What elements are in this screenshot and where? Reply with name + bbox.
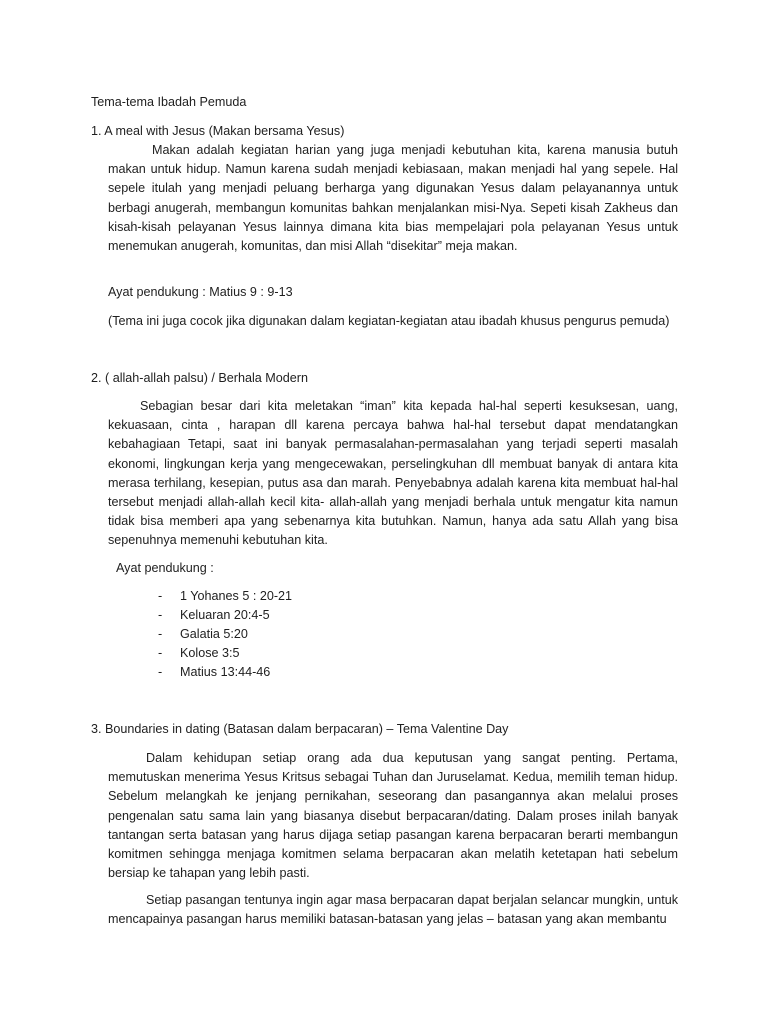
section-3-body-2: Setiap pasangan tentunya ingin agar masa berpacaran dapat berjalan selancar mungkin, untuk mencapainya pasangan harus memiliki batasan-batasan yang jelas – batasan yang akan membantu xyxy=(108,893,678,927)
list-item xyxy=(158,625,358,644)
section-2-body: Sebagian besar dari kita meletakan “iman” kita kepada hal-hal seperti kesuksesan, uang, kekuasaan, cinta , harapan dll karena percaya bahwa hal-hal tersebut dapat mendatangkan kebahagiaan Tetapi, saat ini banyak permasalahan-permasalahan yang terjadi seperti masalah ekonomi, lingkungan kerja yang mengecewakan, perselingkuhan dll membuat banyak di antara kita merasa terhilang, kesepian, putus asa dan marah. Penyebabnya adalah karena kita membuat hal-hal tersebut menjadi allah-allah kecil kita- allah-allah yang menjadi berhala untuk mengatur kita namun tidak bisa memberi apa yang sebenarnya kita butuhkan. Namun, hanya ada satu Allah yang bisa sepenuhnya memenuhi kebutuhan kita. xyxy=(108,399,678,548)
section-1-ayat: Ayat pendukung : Matius 9 : 9-13 xyxy=(108,285,293,299)
section-1-body: Makan adalah kegiatan harian yang juga menjadi kebutuhan kita, karena manusia butuh makan untuk hidup. Namun karena sudah menjadi kebiasaan, makan menjadi hal yang sepele. Hal sepele itulah yang menjadi peluang berharga yang digunakan Yesus dalam pelayanannya untuk berbagi anugerah, membangun komunitas bahkan menjalankan misi-Nya. Sepeti kisah Zakheus dan kisah-kisah pelayanan Yesus lainnya dimana kita bias mempelajari pola pelayanan Yesus untuk menemukan anugerah, komunitas, dan misi Allah “disekitar” meja makan. xyxy=(108,143,678,254)
section-3-body-1: Dalam kehidupan setiap orang ada dua keputusan yang sangat penting. Pertama, memutuskan menerima Yesus Kritsus sebagai Tuhan dan Juruselamat. Kedua, memilih teman hidup. Sebelum melangkah ke jenjang pernikahan, seseorang dan pasangannya akan melalui proses pengenalan satu sama lain yang biasanya disebut berpacaran/dating. Dalam proses inilah banyak tantangan serta batasan yang harus dijaga setiap pasangan karena berpacaran berarti membangun komitmen sehingga menjaga komitmen selama berpacaran akan melatih ketetapan hati sebelum bersiap ke tahapan yang lebih pasti. xyxy=(108,751,678,881)
section-2-ayat-label: Ayat pendukung : xyxy=(116,561,214,575)
section-2-heading: 2. ( allah-allah palsu) / Berhala Modern xyxy=(91,371,309,385)
document-title: Tema-tema Ibadah Pemuda xyxy=(91,95,247,109)
list-bullet: - xyxy=(158,646,163,660)
section-1-note: (Tema ini juga cocok jika digunakan dalam kegiatan-kegiatan atau ibadah khusus pengurus pemuda) xyxy=(108,314,670,328)
list-item xyxy=(158,663,358,682)
list-bullet: - xyxy=(158,589,163,603)
list-bullet: - xyxy=(158,665,163,679)
list-bullet: - xyxy=(158,608,163,622)
section-3-heading: 3. Boundaries in dating (Batasan dalam berpacaran) – Tema Valentine Day xyxy=(91,722,509,736)
section-2-ayat-list xyxy=(158,587,358,682)
list-item-text: Galatia 5:20 xyxy=(180,627,248,641)
list-item xyxy=(158,606,358,625)
list-bullet: - xyxy=(158,627,163,641)
list-item xyxy=(158,587,358,606)
list-item-text: Kolose 3:5 xyxy=(180,646,240,660)
list-item xyxy=(158,644,358,663)
list-item-text: Keluaran 20:4-5 xyxy=(180,608,270,622)
list-item-text: 1 Yohanes 5 : 20-21 xyxy=(180,589,293,603)
section-1-heading: 1. A meal with Jesus (Makan bersama Yesus) xyxy=(91,124,345,138)
list-item-text: Matius 13:44-46 xyxy=(180,665,271,679)
